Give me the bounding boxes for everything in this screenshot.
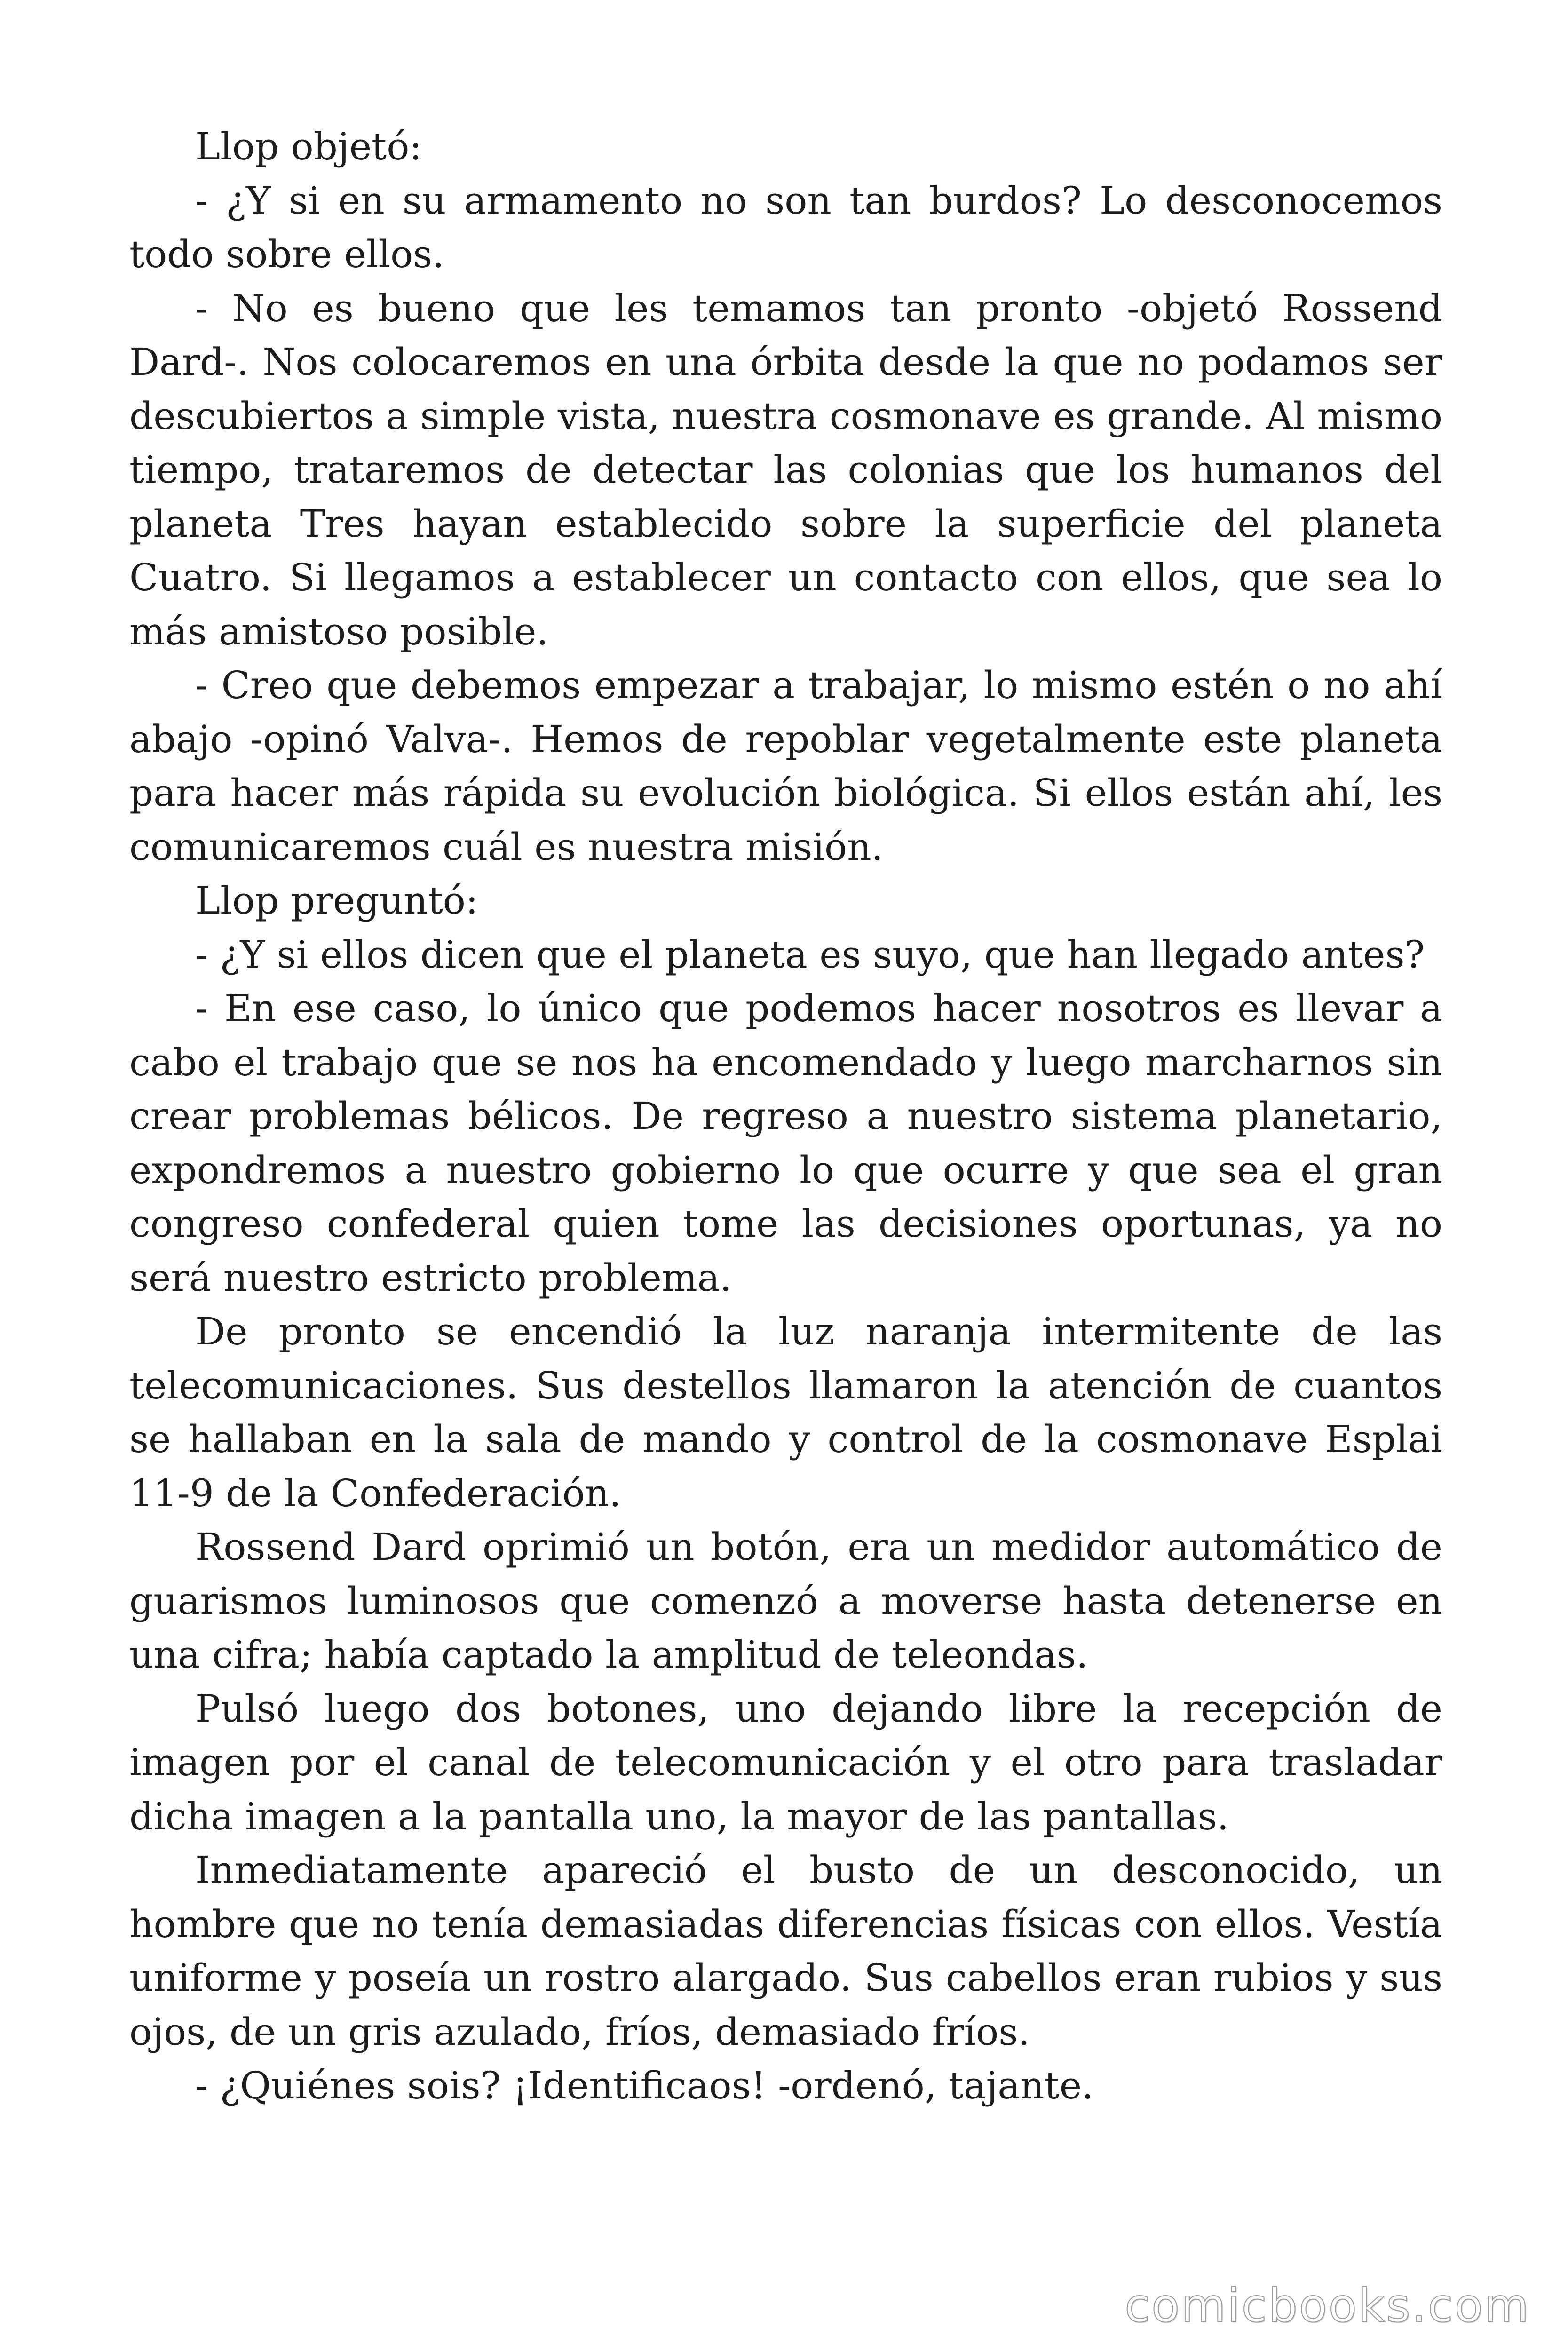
paragraph: De pronto se encendió la luz naranja intermitente de las telecomunicaciones. Sus destellos llamaron la atención de cuantos se hallaban en la sala de mando y control de la cosmonave Esplai 11-9 de la Confederación. xyxy=(129,1310,1442,1515)
paragraph: - ¿Y si en su armamento no son tan burdos? Lo desconocemos todo sobre ellos. xyxy=(129,178,1442,276)
paragraph: - Creo que debemos empezar a trabajar, lo mismo estén o no ahí abajo -opinó Valva-. Hemos de repoblar vegetalmente este planeta para hacer más rápida su evolución biológica. Si ellos están ahí, les comunicaremos cuál es nuestra misión. xyxy=(129,663,1442,869)
watermark: comicbooks.com xyxy=(1125,2279,1530,2333)
paragraph: - No es bueno que les temamos tan pronto -objetó Rossend Dard-. Nos colocaremos en una órbita desde la que no podamos ser descubiertos a simple vista, nuestra cosmonave es grande. Al mismo tiempo, trataremos de detectar las colonias que los humanos del planeta Tres hayan establecido sobre la superficie del planeta Cuatro. Si llegamos a establecer un contacto con ellos, que sea lo más amistoso posible. xyxy=(129,286,1442,653)
paragraph: Llop preguntó: xyxy=(195,879,478,922)
paragraph: Pulsó luego dos botones, uno dejando libre la recepción de imagen por el canal de telecomunicación y el otro para trasladar dicha imagen a la pantalla uno, la mayor de las pantallas. xyxy=(129,1686,1442,1838)
page-body xyxy=(129,120,1442,2113)
paragraph: - ¿Y si ellos dicen que el planeta es suyo, que han llegado antes? xyxy=(195,932,1425,977)
paragraph: - ¿Quiénes sois? ¡Identificaos! -ordenó, tajante. xyxy=(195,2064,1094,2107)
paragraph: Inmediatamente apareció el busto de un desconocido, un hombre que no tenía demasiadas diferencias físicas con ellos. Vestía uniforme y poseía un rostro alargado. Sus cabellos eran rubios y sus ojos, de un gris azulado, fríos, demasiado fríos. xyxy=(129,1848,1442,2054)
paragraph: Llop objetó: xyxy=(195,125,422,168)
paragraph: Rossend Dard oprimió un botón, era un medidor automático de guarismos luminosos que comenzó a moverse hasta detenerse en una cifra; había captado la amplitud de teleondas. xyxy=(129,1525,1442,1677)
paragraph: - En ese caso, lo único que podemos hacer nosotros es llevar a cabo el trabajo que se nos ha encomendado y luego marcharnos sin crear problemas bélicos. De regreso a nuestro sistema planetario, expondremos a nuestro gobierno lo que ocurre y que sea el gran congreso confederal quien tome las decisiones oportunas, ya no será nuestro estricto problema. xyxy=(129,986,1442,1300)
